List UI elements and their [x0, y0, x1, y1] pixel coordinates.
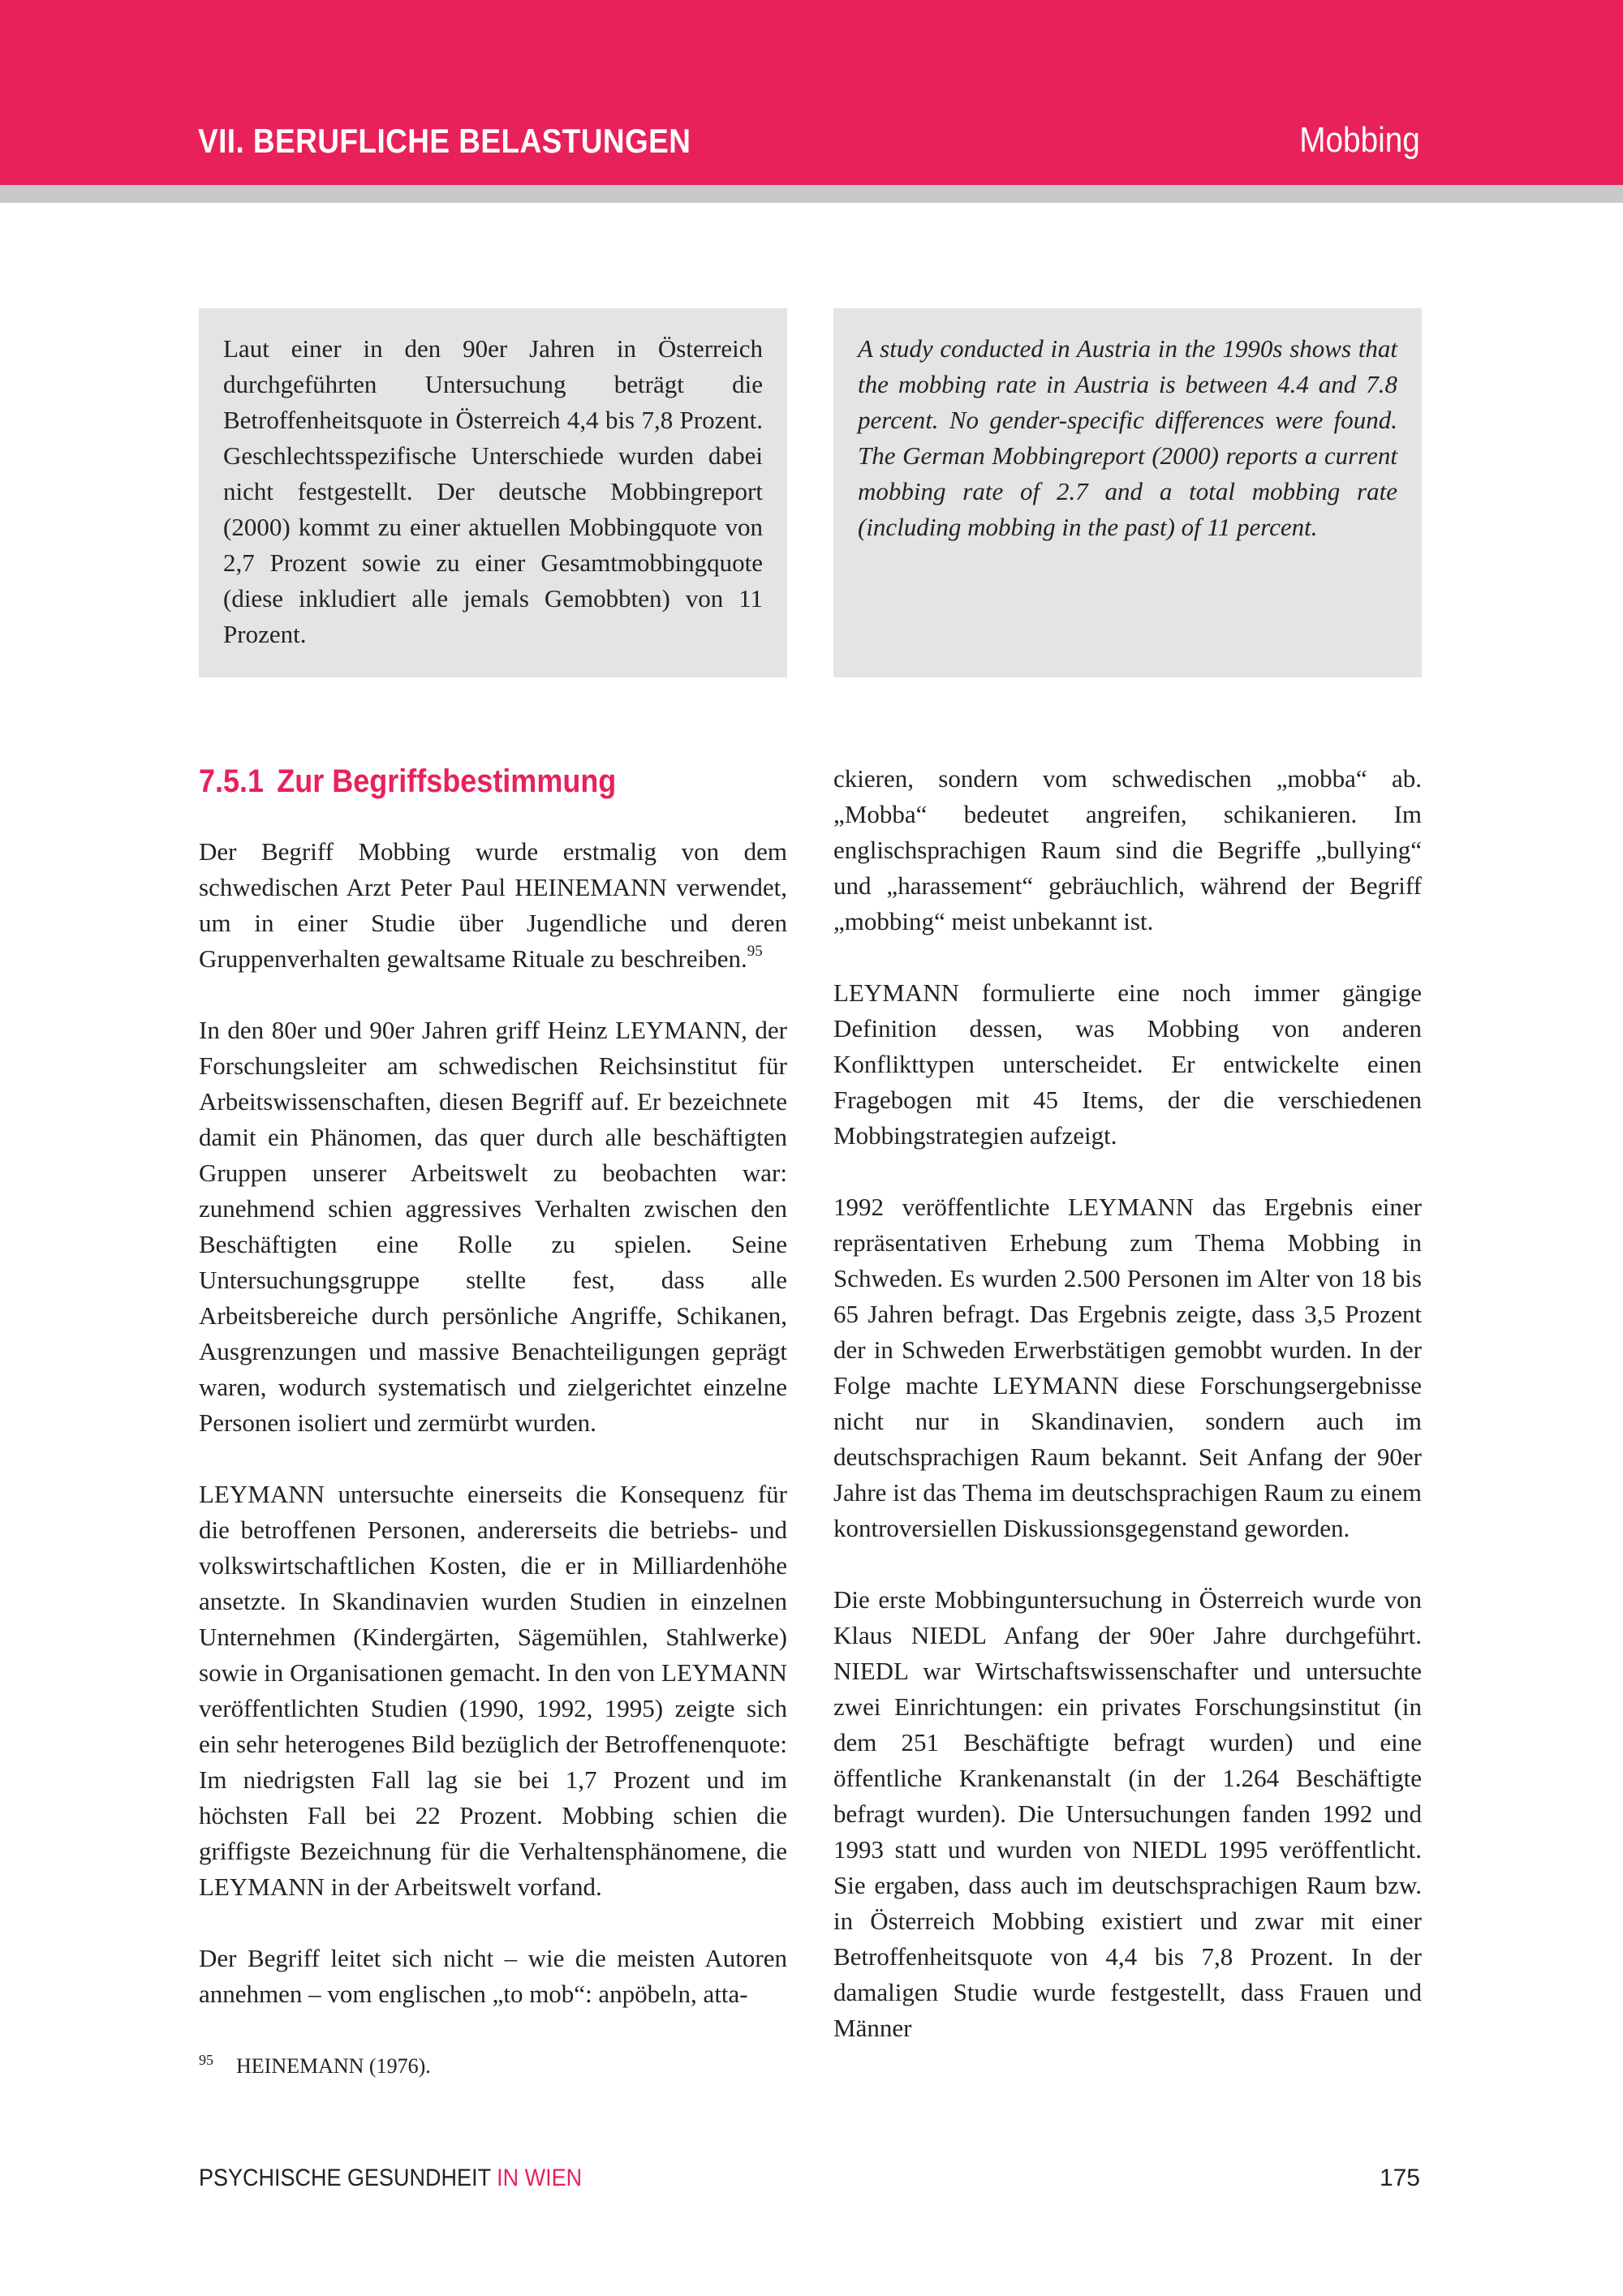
page-number: 175: [1379, 2165, 1420, 2191]
footnote-number: 95: [199, 2052, 213, 2068]
footnote-text: HEINEMANN (1976).: [236, 2054, 431, 2078]
heading-title: Zur Begriffsbestimmung: [277, 763, 617, 799]
paragraph: Der Begriff leitet sich nicht – wie die meisten Autoren annehmen – vom englischen „to mob“: anpöbeln, atta-: [199, 1944, 787, 2008]
right-column: [833, 761, 1422, 2046]
paragraph: ckieren, sondern vom schwedischen „mobba“ ab. „Mobba“ bedeutet angreifen, schikanieren. Im englischsprachigen Raum sind die Begriffe „bullying“ und „harassement“ gebräuchlich, während der Begriff „mobbing“ meist unbekannt ist.: [833, 764, 1422, 935]
header-divider: [0, 185, 1623, 203]
summary-box-german: Laut einer in den 90er Jahren in Österreich durchgeführten Untersuchung beträgt die Betroffenheitsquote in Österreich 4,4 bis 7,8 Prozent. Geschlechtsspezifische Unterschiede wurden dabei nicht festgestellt. Der deutsche Mobbingreport (2000) kommt zu einer aktuellen Mobbingquote von 2,7 Prozent sowie zu einer Gesamtmobbingquote (diese inkludiert alle jemals Gemobbten) von 11 Prozent.: [199, 308, 787, 677]
paragraph: 1992 veröffentlichte LEYMANN das Ergebnis einer repräsentativen Erhebung zum Thema Mobbing in Schweden. Es wurden 2.500 Personen im Alter von 18 bis 65 Jahren befragt. Das Ergebnis zeigte, dass 3,5 Prozent der in Schweden Erwerbstätigen gemobbt wurden. In der Folge machte LEYMANN diese Forschungsergebnisse nicht nur in Skandinavien, sondern auch im deutschsprachigen Raum bekannt. Seit Anfang der 90er Jahre ist das Thema im deutschsprachigen Raum zu einem kontroversiellen Diskussionsgegenstand geworden.: [833, 1193, 1422, 1542]
chapter-title: VII. BERUFLICHE BELASTUNGEN: [198, 122, 691, 160]
section-label: Mobbing: [1299, 120, 1420, 160]
paragraph: [199, 834, 787, 977]
paragraph: LEYMANN formulierte eine noch immer gängige Definition dessen, was Mobbing von anderen Konflikttypen unterscheidet. Er entwickelte einen Fragebogen mit 45 Items, der die verschiedenen Mobbingstrategien aufzeigt.: [833, 978, 1422, 1150]
subsection-heading: [199, 761, 729, 802]
paragraph: LEYMANN untersuchte einerseits die Konsequenz für die betroffenen Personen, andererseits die betriebs- und volkswirtschaftlichen Kosten, die er in Milliardenhöhe ansetzte. In Skandinavien wurden Studien in einzelnen Unternehmen (Kindergärten, Sägemühlen, Stahlwerke) sowie in Organisationen gemacht. In den von LEYMANN veröffentlichten Studien (1990, 1992, 1995) zeigte sich ein sehr heterogenes Bild bezüglich der Betroffenenquote: Im niedrigsten Fall lag sie bei 1,7 Prozent und im höchsten Fall bei 22 Prozent. Mobbing schien die griffigste Bezeichnung für die Verhaltensphänomene, die LEYMANN in der Arbeitswelt vorfand.: [199, 1480, 787, 1901]
paragraph-text: Der Begriff Mobbing wurde erstmalig von dem schwedischen Arzt Peter Paul HEINEMANN verwendet, um in einer Studie über Jugendliche und deren Gruppenverhalten gewaltsame Rituale zu beschreiben.: [199, 837, 787, 973]
footer-brand-accent: IN WIEN: [497, 2165, 583, 2191]
footnote: [199, 2046, 431, 2080]
heading-number: 7.5.1: [199, 763, 265, 799]
left-column: [199, 761, 787, 2012]
footnote-reference: 95: [747, 943, 763, 960]
paragraph: Die erste Mobbinguntersuchung in Österreich wurde von Klaus NIEDL Anfang der 90er Jahre durchgeführt. NIEDL war Wirtschaftswissenschafter und untersuchte zwei Einrichtungen: ein privates Forschungsinstitut (in dem 251 Beschäftigte befragt wurden) und eine öffentliche Krankenanstalt (in der 1.264 Beschäftigte befragt wurden). Die Untersuchungen fanden 1992 und 1993 statt und wurden von NIEDL 1995 veröffentlicht. Sie ergaben, dass auch im deutschsprachigen Raum bzw. in Österreich Mobbing existiert und zwar mit einer Betroffenheitsquote von 4,4 bis 7,8 Prozent. In der damaligen Studie wurde festgestellt, dass Frauen und Männer: [833, 1585, 1422, 2042]
footer-publication-title: [199, 2165, 582, 2192]
paragraph: In den 80er und 90er Jahren griff Heinz LEYMANN, der Forschungsleiter am schwedischen Reichsinstitut für Arbeitswissenschaften, diesen Begriff auf. Er bezeichnete damit ein Phänomen, das quer durch alle beschäftigten Gruppen unserer Arbeitswelt zu beobachten war: zunehmend schien aggressives Verhalten zwischen den Beschäftigten eine Rolle zu spielen. Seine Untersuchungsgruppe stellte fest, dass alle Arbeitsbereiche durch persönliche Angriffe, Schikanen, Ausgrenzungen und massive Benachteiligungen geprägt waren, wodurch systematisch und zielgerichtet einzelne Personen isoliert und zermürbt wurden.: [199, 1016, 787, 1437]
summary-box-english: A study conducted in Austria in the 1990s shows that the mobbing rate in Austria is between 4.4 and 7.8 percent. No gender-specific differences were found. The German Mobbingreport (2000) reports a current mobbing rate of 2.7 and a total mobbing rate (including mobbing in the past) of 11 percent.: [833, 308, 1422, 677]
footer-brand-main: PSYCHISCHE GESUNDHEIT: [199, 2165, 491, 2191]
